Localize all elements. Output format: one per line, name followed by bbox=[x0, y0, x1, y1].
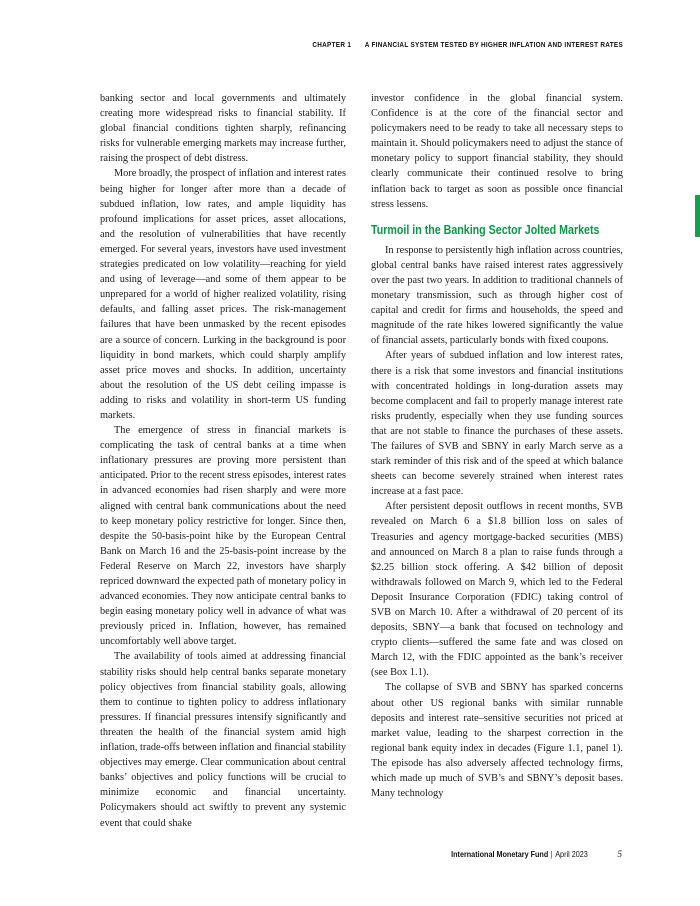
left-column bbox=[100, 91, 346, 831]
page-footer bbox=[427, 849, 622, 859]
chapter-edge-tab bbox=[695, 195, 700, 237]
footer-publisher: International Monetary Fund bbox=[450, 849, 548, 859]
running-header bbox=[178, 40, 623, 49]
paragraph: The availability of tools aimed at addressing financial stability risks should help central banks separate monetary policy objectives from financial stability goals, allowing them to continue to tighten policy to address inflationary pressures. If financial pressures intensify significantly and threaten the health of the financial system amid high inflation, trade-offs between inflation and financial stability objectives may emerge. Clear communication about central banks’ objectives and policy functions will be crucial to minimize economic and financial uncertainty. Policymakers should act swiftly to prevent any systemic event that could shake bbox=[100, 651, 346, 829]
paragraph: More broadly, the prospect of inflation and interest rates being higher for longer after more than a decade of subdued inflation, low rates, and ample liquidity has profound implications for asset prices, asset allocations, and the resolution of vulnerabilities that have recently emerged. For several years, investors have used investment strategies predicated on low volatility—reaching for yield and using of leverage—and some of them appear to be unprepared for a world of higher realized volatility, rising defaults, and falling asset prices. The risk-management failures that have been unmasked by the recent episodes are a source of concern. Lurking in the background is poor liquidity in bond markets, which could sharply amplify asset price moves and shocks. In addition, uncertainty about the resolution of the US debt ceiling impasse is adding to risks and volatility in short-term US funding markets. bbox=[100, 168, 346, 421]
paragraph: investor confidence in the global financial system. Confidence is at the core of the financial sector and policymakers need to be ready to take all necessary steps to maintain it. Should policymakers need to adjust the stance of monetary policy to support financial stability, they should clearly communicate their continued resolve to bring inflation back to target as soon as possible once financial stress lessens. bbox=[371, 93, 623, 210]
paragraph: After persistent deposit outflows in recent months, SVB revealed on March 6 a $1.8 billion loss on sales of Treasuries and agency mortgage-backed securities (MBS) and announced on March 8 a plan to raise funds through a $2.25 billion stock offering. A $42 billion of deposit withdrawals followed on March 9, which led to the Federal Deposit Insurance Corporation (FDIC) taking control of SVB on March 10. After a withdrawal of 20 percent of its deposits, SBNY—a bank that focused on technology and crypto clients—suffered the same fate and was closed on March 12, with the FDIC appointed as the bank’s receiver (see Box 1.1). bbox=[371, 501, 623, 679]
chapter-title: A FINANCIAL SYSTEM TESTED BY HIGHER INFLATION AND INTEREST RATES bbox=[364, 40, 623, 49]
paragraph: banking sector and local governments and ultimately creating more widespread risks to financial stability. If global financial conditions tighten sharply, refinancing risks for vulnerable emerging markets may increase further, raising the prospect of debt distress. bbox=[100, 93, 346, 165]
footer-separator: | bbox=[550, 849, 553, 859]
footer-date: April 2023 bbox=[554, 849, 588, 859]
chapter-label: CHAPTER 1 bbox=[312, 40, 352, 49]
paragraph: After years of subdued inflation and low interest rates, there is a risk that some investors and financial institutions with concentrated holdings in long-duration assets may become complacent and fail to properly manage interest rate risks prudently, especially when they use funding sources that are not stable to finance the purchases of these assets. The failures of SVB and SBNY in early March serve as a stark reminder of this risk and of the speed at which balance sheets can become severely strained when interest rates increase at a fast pace. bbox=[371, 350, 623, 498]
footer-imprint bbox=[451, 849, 588, 859]
section-heading: Turmoil in the Banking Sector Jolted Markets bbox=[371, 221, 600, 237]
page-number: 5 bbox=[617, 849, 622, 859]
right-column bbox=[371, 91, 623, 801]
paragraph: The emergence of stress in financial markets is complicating the task of central banks at a time when inflationary pressures are proving more persistent than anticipated. Prior to the recent stress episodes, interest rates in advanced economies had risen sharply and were more aligned with central bank communications about the need to keep monetary policy restrictive for longer. Since then, despite the 50-basis-point hike by the European Central Bank on March 16 and the 25-basis-point increase by the Federal Reserve on March 22, investors have sharply repriced downward the expected path of monetary policy in advanced economies. They now anticipate central banks to begin easing monetary policy well in advance of what was previously priced in. Inflation, however, has remained uncomfortably well above target. bbox=[100, 425, 346, 648]
paragraph: The collapse of SVB and SBNY has sparked concerns about other US regional banks with similar runnable deposits and interest rate–sensitive securities not priced at market value, leading to the sharpest correction in the regional bank equity index in decades (Figure 1.1, panel 1). The episode has also adversely affected technology firms, which made up much of SVB’s and SBNY’s deposit bases. Many technology bbox=[371, 682, 623, 800]
paragraph: In response to persistently high inflation across countries, global central banks have raised interest rates aggressively over the past two years. In addition to traditional channels of monetary transmission, such as through higher cost of capital and credit for firms and households, the speed and magnitude of the rate hikes lowered significantly the value of financial assets, particularly bonds with fixed coupons. bbox=[371, 244, 623, 347]
